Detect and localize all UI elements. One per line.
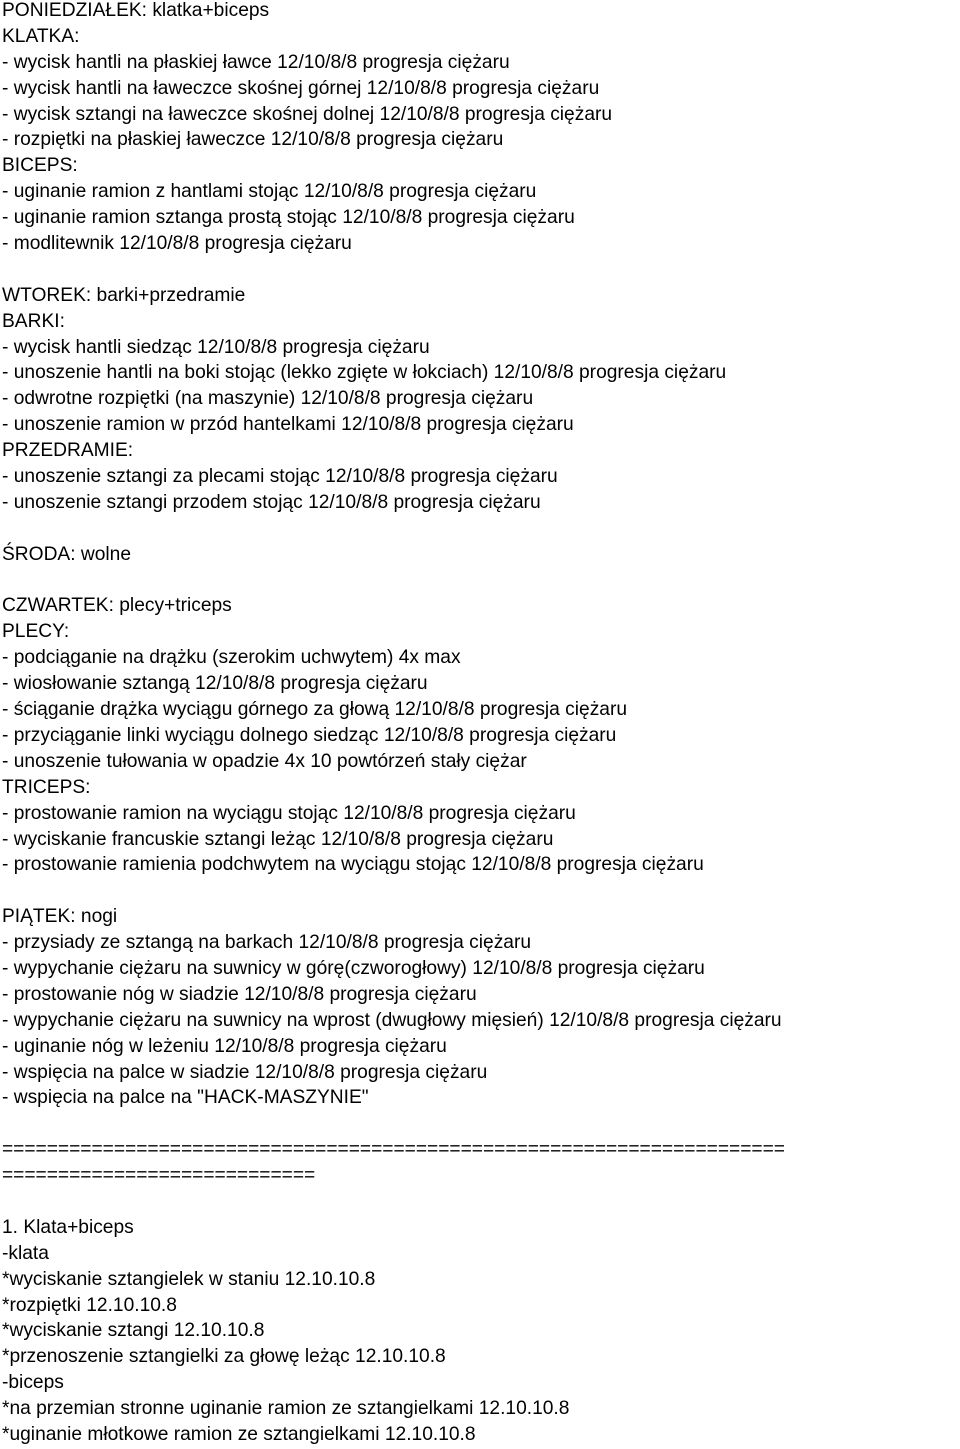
text-line: - prostowanie nóg w siadzie 12/10/8/8 progresja ciężaru — [2, 983, 477, 1005]
text-line: *wyciskanie sztangielek w staniu 12.10.10.8 — [2, 1268, 376, 1290]
text-line: - wypychanie ciężaru na suwnicy na wprost (dwugłowy mięsień) 12/10/8/8 progresja ciężaru — [2, 1009, 782, 1031]
text-line: - unoszenie sztangi przodem stojąc 12/10/8/8 progresja ciężaru — [2, 491, 541, 513]
text-line: - unoszenie sztangi za plecami stojąc 12/10/8/8 progresja ciężaru — [2, 466, 558, 488]
text-line: - wypychanie ciężaru na suwnicy w górę(czworogłowy) 12/10/8/8 progresja ciężaru — [2, 957, 705, 979]
text-line: TRICEPS: — [2, 776, 91, 798]
blank-line — [2, 1189, 960, 1215]
text-line: - modlitewnik 12/10/8/8 progresja ciężaru — [2, 233, 352, 255]
text-line: - ściąganie drążka wyciągu górnego za głową 12/10/8/8 progresja ciężaru — [2, 699, 628, 721]
text-line: PIĄTEK: nogi — [2, 906, 118, 928]
text-line: - wspięcia na palce w siadzie 12/10/8/8 progresja ciężaru — [2, 1061, 488, 1083]
text-line: CZWARTEK: plecy+triceps — [2, 595, 232, 617]
text-line: PLECY: — [2, 621, 70, 643]
text-line: BICEPS: — [2, 155, 78, 177]
text-line: *przenoszenie sztangielki za głowę leżąc 12.10.10.8 — [2, 1346, 446, 1368]
text-line: PONIEDZIAŁEK: klatka+biceps — [2, 0, 270, 21]
text-line: - uginanie ramion sztanga prostą stojąc 12/10/8/8 progresja ciężaru — [2, 207, 575, 229]
text-line: PRZEDRAMIE: — [2, 440, 134, 462]
text-line: *uginanie młotkowe ramion ze sztangielkami 12.10.10.8 — [2, 1423, 476, 1445]
text-line: - prostowanie ramion na wyciągu stojąc 12/10/8/8 progresja ciężaru — [2, 802, 576, 824]
text-line: 1. Klata+biceps — [2, 1216, 134, 1238]
text-line: - wyciskanie francuskie sztangi leżąc 12/10/8/8 progresja ciężaru — [2, 828, 554, 850]
blank-line — [2, 568, 960, 594]
blank-line — [2, 878, 960, 904]
text-line: - wycisk sztangi na ławeczce skośnej dolnej 12/10/8/8 progresja ciężaru — [2, 103, 613, 125]
blank-line — [2, 257, 960, 283]
text-line: KLATKA: — [2, 25, 80, 47]
separator-line: ============================ — [2, 1165, 316, 1187]
text-line: *na przemian stronne uginanie ramion ze sztangielkami 12.10.10.8 — [2, 1398, 570, 1420]
text-line: - wiosłowanie sztangą 12/10/8/8 progresja ciężaru — [2, 673, 428, 695]
text-line: - unoszenie ramion w przód hantelkami 12/10/8/8 progresja ciężaru — [2, 414, 574, 436]
text-line: ŚRODA: wolne — [2, 543, 132, 565]
blank-line — [2, 1111, 960, 1137]
separator-line: ====================================================================== — [2, 1139, 785, 1161]
text-line: - przysiady ze sztangą na barkach 12/10/8/8 progresja ciężaru — [2, 932, 532, 954]
text-line: - przyciąganie linki wyciągu dolnego siedząc 12/10/8/8 progresja ciężaru — [2, 724, 617, 746]
text-line: - unoszenie hantli na boki stojąc (lekko zgięte w łokciach) 12/10/8/8 progresja ciężaru — [2, 362, 727, 384]
text-line: - uginanie nóg w leżeniu 12/10/8/8 progresja ciężaru — [2, 1035, 447, 1057]
text-line: - rozpiętki na płaskiej ławeczce 12/10/8/8 progresja ciężaru — [2, 129, 504, 151]
text-line: - wspięcia na palce na "HACK-MASZYNIE" — [2, 1087, 369, 1109]
text-line: - podciąganie na drążku (szerokim uchwytem) 4x max — [2, 647, 461, 669]
text-line: - unoszenie tułowania w opadzie 4x 10 powtórzeń stały ciężar — [2, 750, 527, 772]
text-line: - uginanie ramion z hantlami stojąc 12/10/8/8 progresja ciężaru — [2, 181, 537, 203]
text-line: *rozpiętki 12.10.10.8 — [2, 1294, 177, 1316]
text-line: BARKI: — [2, 310, 65, 332]
text-line: - wycisk hantli siedząc 12/10/8/8 progresja ciężaru — [2, 336, 430, 358]
text-line: -klata — [2, 1242, 49, 1264]
text-line: *wyciskanie sztangi 12.10.10.8 — [2, 1320, 265, 1342]
text-line: WTOREK: barki+przedramie — [2, 284, 246, 306]
text-line: - odwrotne rozpiętki (na maszynie) 12/10/8/8 progresja ciężaru — [2, 388, 534, 410]
text-line: - prostowanie ramienia podchwytem na wyciągu stojąc 12/10/8/8 progresja ciężaru — [2, 854, 704, 876]
text-line: - wycisk hantli na płaskiej ławce 12/10/8/8 progresja ciężaru — [2, 51, 510, 73]
text-line: - wycisk hantli na ławeczce skośnej górnej 12/10/8/8 progresja ciężaru — [2, 77, 600, 99]
text-line: -biceps — [2, 1372, 64, 1394]
blank-line — [2, 516, 960, 542]
